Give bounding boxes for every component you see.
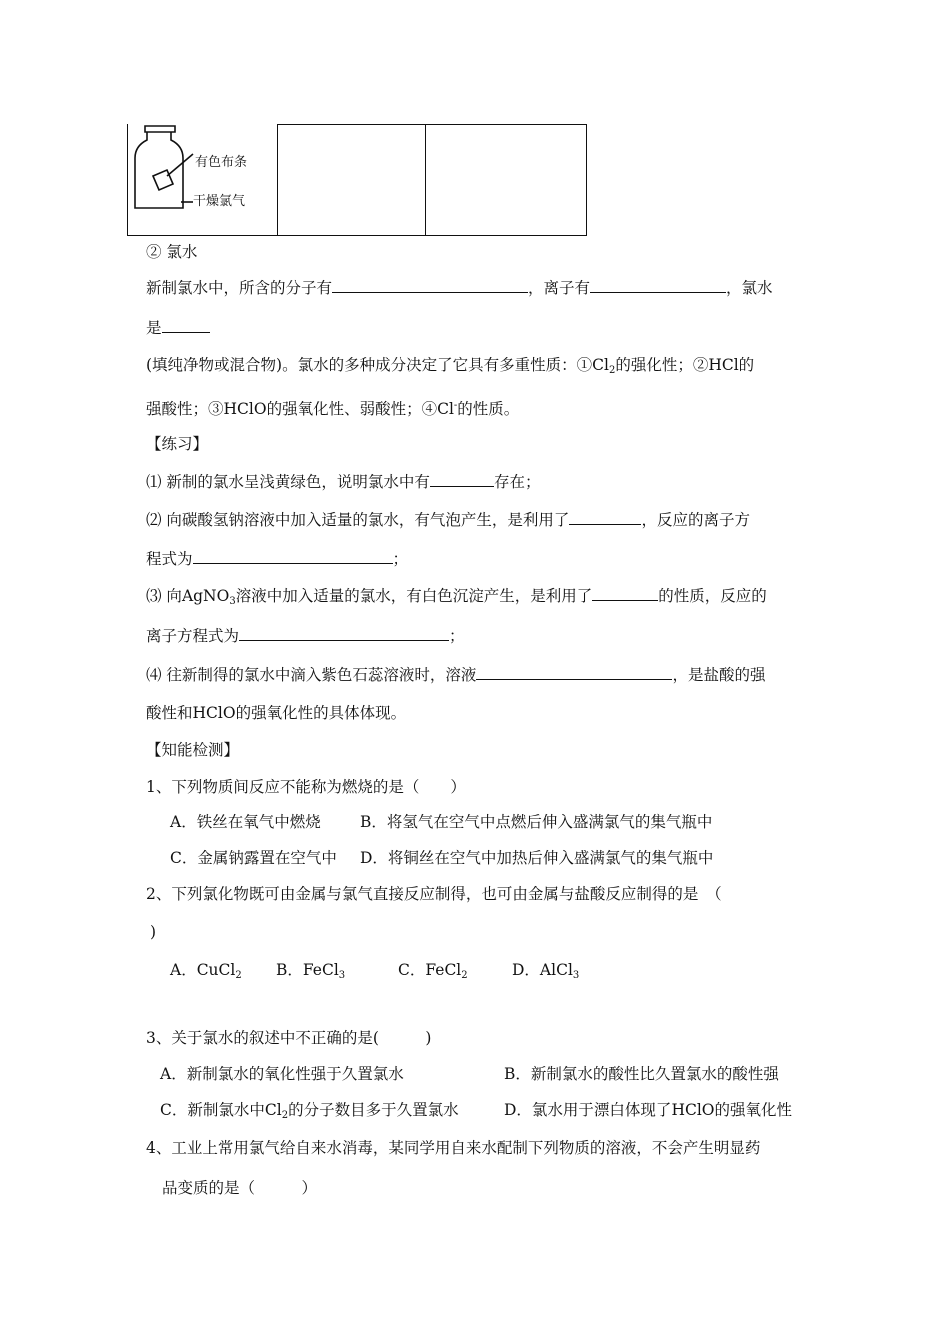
check-q4-cont: 品变质的是（ ）	[162, 1179, 318, 1197]
section-title-chlorine-water: ② 氯水	[146, 243, 198, 261]
blank-practice-q1[interactable]	[430, 470, 494, 487]
check-q1-option-a[interactable]: A．铁丝在氧气中燃烧	[170, 813, 321, 831]
practice-q1: ⑴ 新制的氯水呈浅黄绿色，说明氯水中有 存在；	[146, 470, 540, 492]
check-q1: 1、下列物质间反应不能称为燃烧的是（ ）	[146, 778, 466, 796]
check-q2-option-c[interactable]: C．FeCl2	[398, 961, 468, 981]
blank-pure-or-mixture[interactable]	[162, 316, 210, 333]
check-q3-option-b[interactable]: B．新制氯水的酸性比久置氯水的酸性强	[504, 1065, 779, 1083]
practice-q2-cont: 程式为 ；	[146, 547, 408, 569]
check-q3-option-a[interactable]: A．新制氯水的氧化性强于久置氯水	[160, 1065, 404, 1083]
check-q2-close-paren: )	[150, 923, 157, 941]
para-line-3: (填纯净物或混合物)。氯水的多种成分决定了它具有多重性质：①Cl2的强化性；②HCl的	[146, 356, 755, 376]
blank-practice-q4[interactable]	[476, 663, 672, 680]
practice-q2: ⑵ 向碳酸氢钠溶液中加入适量的氯水，有气泡产生，是利用了 ，反应的离子方	[146, 508, 750, 530]
practice-q3-cont: 离子方程式为 ；	[146, 624, 465, 646]
check-q4: 4、工业上常用氯气给自来水消毒，某同学用自来水配制下列物质的溶液，不会产生明显药	[146, 1139, 761, 1157]
check-title: 【知能检测】	[146, 741, 240, 759]
table-cell-observation	[277, 124, 425, 236]
blank-practice-q2b[interactable]	[193, 547, 393, 564]
check-q1-option-d[interactable]: D．将铜丝在空气中加热后伸入盛满氯气的集气瓶中	[360, 849, 714, 867]
label-dry-chlorine: 干燥氯气	[193, 194, 246, 209]
check-q2-option-a[interactable]: A．CuCl2	[170, 961, 242, 981]
check-q3: 3、关于氯水的叙述中不正确的是( )	[146, 1029, 432, 1047]
practice-q4: ⑷ 往新制得的氯水中滴入紫色石蕊溶液时，溶液 ，是盐酸的强	[146, 663, 765, 685]
check-q3-option-d[interactable]: D．氯水用于漂白体现了HClO的强氧化性	[504, 1101, 792, 1119]
practice-title: 【练习】	[146, 435, 209, 453]
blank-molecules[interactable]	[332, 276, 528, 293]
practice-q4-cont: 酸性和HClO的强氧化性的具体体现。	[146, 704, 407, 722]
gas-bottle-figure	[127, 124, 277, 236]
label-colored-cloth: 有色布条	[195, 155, 248, 170]
blank-practice-q3a[interactable]	[592, 584, 658, 601]
check-q2-option-b[interactable]: B．FeCl3	[276, 961, 346, 981]
para-line-2: 是	[146, 316, 210, 338]
experiment-table	[127, 124, 587, 236]
blank-ions[interactable]	[590, 276, 726, 293]
blank-practice-q2a[interactable]	[569, 508, 641, 525]
para-line-1: 新制氯水中，所含的分子有 ，离子有 ，氯水	[146, 276, 773, 298]
check-q2: 2、下列氯化物既可由金属与氯气直接反应制得，也可由金属与盐酸反应制得的是 （	[146, 885, 722, 903]
practice-q3: ⑶ 向AgNO3溶液中加入适量的氯水，有白色沉淀产生，是利用了 的性质，反应的	[146, 584, 767, 612]
check-q3-option-c[interactable]: C．新制氯水中Cl2的分子数目多于久置氯水	[160, 1101, 459, 1121]
para-line-4: 强酸性；③HClO的强氧化性、弱酸性；④Cl-的性质。	[146, 400, 520, 418]
table-cell-conclusion	[425, 124, 587, 236]
blank-practice-q3b[interactable]	[239, 624, 449, 641]
check-q2-option-d[interactable]: D．AlCl3	[512, 961, 580, 981]
check-q1-option-c[interactable]: C．金属钠露置在空气中	[170, 849, 337, 867]
check-q1-option-b[interactable]: B．将氢气在空气中点燃后伸入盛满氯气的集气瓶中	[360, 813, 713, 831]
